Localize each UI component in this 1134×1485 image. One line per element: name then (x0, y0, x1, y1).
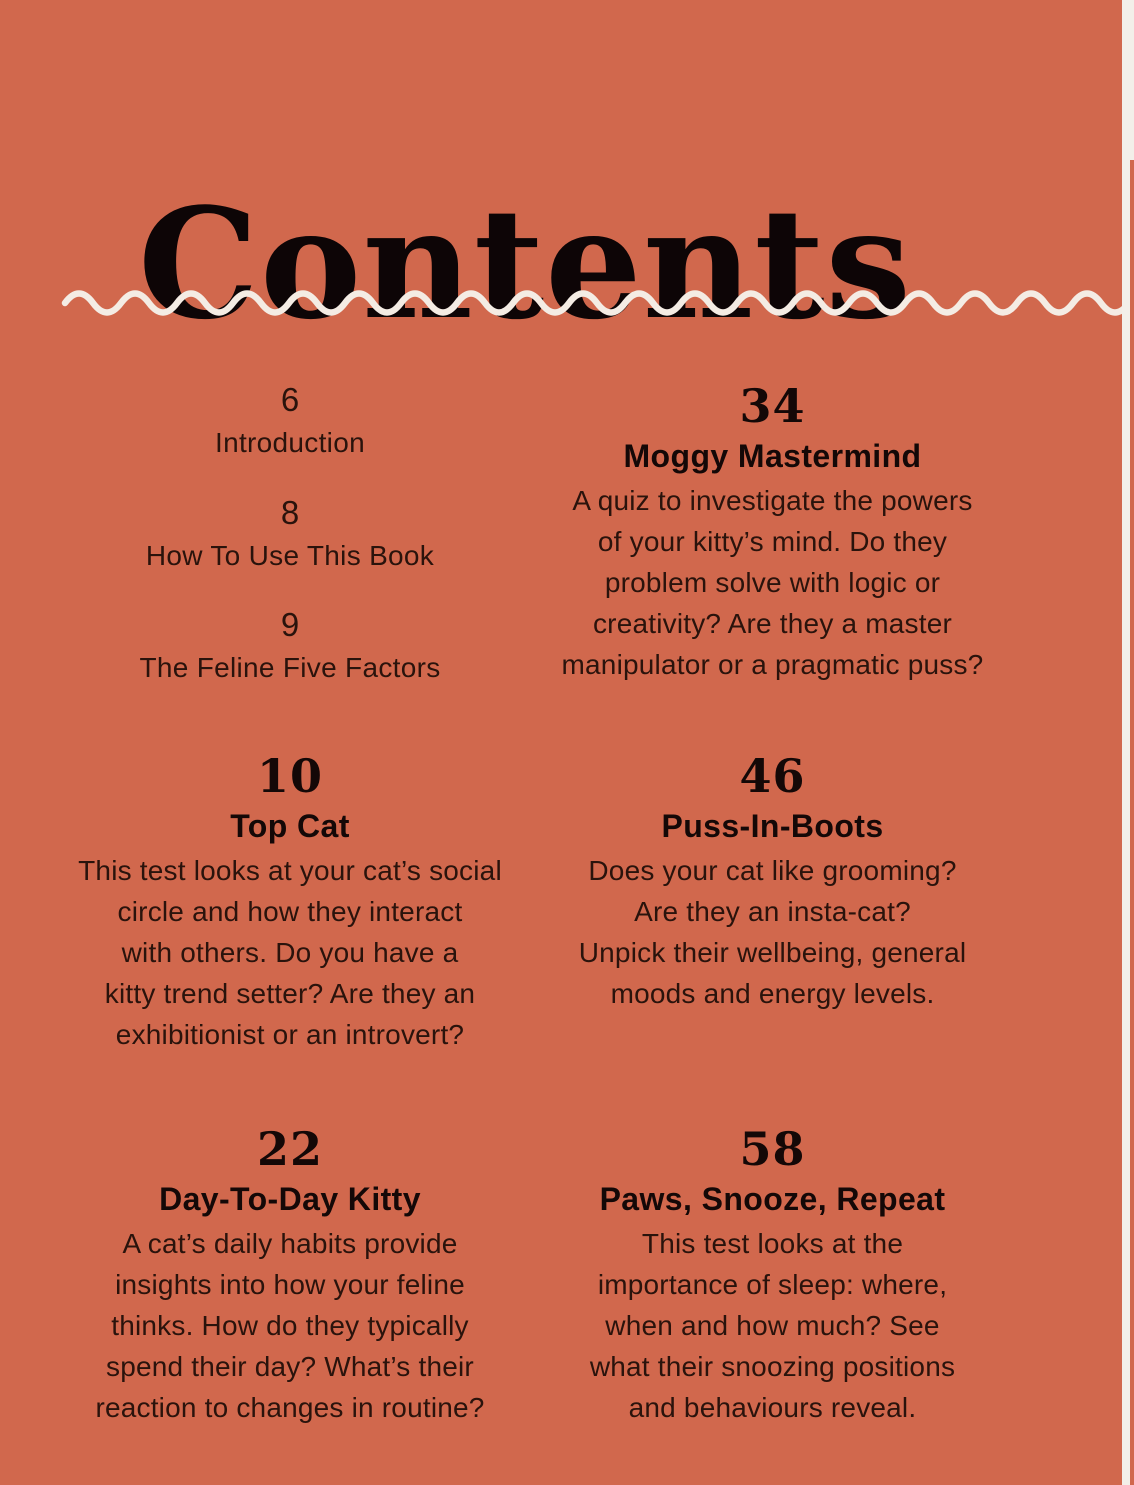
chapter-page-number: 58 (739, 1122, 806, 1176)
chapter-page-number: 22 (256, 1122, 323, 1176)
description-line: spend their day? What’s their (106, 1351, 474, 1383)
chapter-title: Paws, Snooze, Repeat (599, 1181, 946, 1217)
description-line: what their snoozing positions (589, 1351, 956, 1383)
chapter-title: Top Cat (230, 808, 350, 844)
chapter-description (40, 1223, 540, 1428)
page-number: 6 (280, 381, 300, 418)
wavy-divider (0, 269, 1134, 333)
page-number: 8 (280, 493, 300, 531)
description-line: importance of sleep: where, (597, 1269, 948, 1301)
next-page-sliver (1130, 160, 1134, 1485)
toc-front-item (40, 608, 540, 685)
description-line: Unpick their wellbeing, general (578, 937, 967, 969)
description-line: reaction to changes in routine? (95, 1392, 485, 1424)
description-line: kitty trend setter? Are they an (104, 978, 476, 1010)
description-line: circle and how they interact (117, 896, 463, 928)
chapter-description (520, 1223, 1025, 1428)
toc-front-list (40, 383, 540, 721)
description-line: and behaviours reveal. (628, 1392, 917, 1424)
front-item-label: How To Use This Book (145, 539, 435, 571)
chapter-block-puss-in-boots (520, 749, 1025, 1014)
description-line: Are they an insta-cat? (634, 896, 911, 928)
toc-front-item (40, 383, 540, 460)
description-line: Does your cat like grooming? (588, 855, 957, 887)
chapter-block-moggy-mastermind (520, 379, 1025, 685)
description-line: This test looks at the (641, 1228, 904, 1260)
description-line: creativity? Are they a master (592, 608, 953, 640)
chapter-description (40, 850, 540, 1055)
front-item-label: Introduction (215, 427, 365, 458)
description-line: This test looks at your cat’s social (78, 855, 502, 887)
description-line: exhibitionist or an introvert? (115, 1019, 465, 1051)
description-line: manipulator or a pragmatic puss? (561, 649, 984, 681)
chapter-title: Day-To-Day Kitty (159, 1181, 421, 1217)
description-line: thinks. How do they typically (111, 1310, 469, 1342)
description-line: moods and energy levels. (610, 978, 935, 1010)
chapter-description (520, 850, 1025, 1014)
wave-line (65, 294, 1134, 313)
chapter-description (520, 480, 1025, 685)
page-number: 9 (280, 606, 300, 644)
chapter-page-number: 46 (739, 749, 806, 803)
front-item-label: The Feline Five Factors (139, 652, 441, 684)
description-line: A cat’s daily habits provide (122, 1228, 458, 1260)
chapter-block-top-cat (40, 749, 540, 1055)
chapter-page-number: 10 (256, 749, 323, 803)
description-line: when and how much? See (605, 1310, 940, 1342)
description-line: of your kitty’s mind. Do they (597, 526, 948, 558)
description-line: A quiz to investigate the powers (572, 485, 973, 517)
chapter-title: Puss-In-Boots (661, 808, 884, 844)
chapter-block-paws-snooze-repeat (520, 1122, 1025, 1428)
chapter-block-day-to-day-kitty (40, 1122, 540, 1428)
description-line: with others. Do you have a (121, 937, 459, 969)
description-line: problem solve with logic or (604, 567, 941, 599)
page-title: Contents (137, 173, 913, 353)
chapter-page-number: 34 (739, 379, 806, 433)
description-line: insights into how your feline (115, 1269, 465, 1301)
chapter-title: Moggy Mastermind (623, 438, 922, 474)
toc-front-item (40, 493, 540, 573)
